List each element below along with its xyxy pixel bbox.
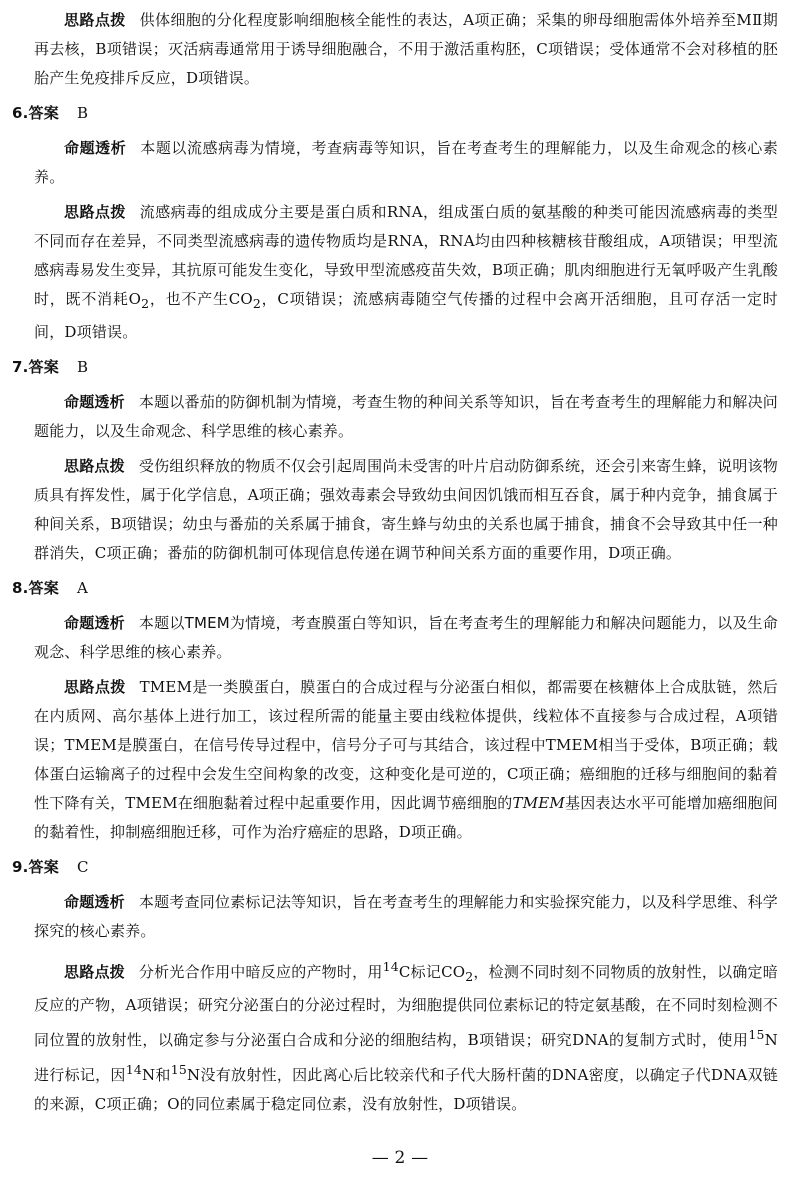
answer-label: 答案 [28,858,59,876]
section-label: 命题透析 [64,614,125,632]
section-label: 命题透析 [64,393,125,411]
section-label: 思路点拨 [64,963,125,981]
paragraph-text: 供体细胞的分化程度影响细胞核全能性的表达，A项正确；采集的卵母细胞需体外培养至MⅡ期再去核，B项错误；灭活病毒通常用于诱导细胞融合，不用于激活重构胚，C项错误；受体通常不会对移植的胚胎产生免疫排斥反应，D项错误。 [34,11,778,87]
superscript: 15 [170,1062,188,1077]
section-label: 思路点拨 [64,678,126,696]
question-number: 6. [12,104,29,122]
paragraph-text: ，检测不同时刻不同物质的放射性，以确定暗反应的产物，A项错误；研究分泌蛋白的分泌过程时，为细胞提供同位素标记的特定氨基酸，在不同时刻检测不同位置的放射性，以确定参与分泌蛋白合成和分泌的细胞结构，B项错误；研究DNA的复制方式时，使用 [34,963,778,1049]
subscript: 2 [252,296,262,311]
explanation-paragraph [34,198,778,347]
analysis-paragraph [34,388,778,446]
analysis-paragraph [34,609,778,667]
answer-value: B [76,358,89,376]
paragraph-text: ，也不产生CO [149,290,253,308]
superscript: 15 [748,1027,765,1042]
answer-label: 答案 [28,579,59,597]
question-number: 7. [12,358,29,376]
paragraph-text: C标记CO [398,963,466,981]
explanation-paragraph [34,673,778,847]
answer-line [12,353,778,382]
paragraph-text: 本题以TMEM为情境，考查膜蛋白等知识，旨在考查考生的理解能力和解决问题能力，以及生命观念、科学思维的核心素养。 [34,614,778,661]
section-label: 思路点拨 [64,11,126,29]
answer-line [12,853,778,882]
answer-line [12,99,778,128]
superscript: 14 [125,1062,143,1077]
gene-name: TMEM [512,794,565,812]
explanation-paragraph [34,452,778,568]
question-number: 8. [12,579,29,597]
paragraph-text: N进行标记，因 [34,1031,778,1084]
answer-value: B [76,104,89,122]
explanation-paragraph [34,952,778,1119]
paragraph-text: 分析光合作用中暗反应的产物时，用 [138,963,383,981]
answer-line [12,574,778,603]
subscript: 2 [141,296,150,311]
paragraph-text: 本题考查同位素标记法等知识，旨在考查考生的理解能力和实验探究能力，以及科学思维、科学探究的核心素养。 [34,893,778,940]
paragraph-text: TMEM是一类膜蛋白，膜蛋白的合成过程与分泌蛋白相似，都需要在核糖体上合成肽链，然后在内质网、高尔基体上进行加工，该过程所需的能量主要由线粒体提供，线粒体不直接参与合成过程，A项错误；TMEM是膜蛋白，在信号传导过程中，信号分子可与其结合，该过程中TMEM相当于受体，B项正确；载体蛋白运输离子的过程中会发生空间构象的改变，这种变化是可逆的，C项正确；癌细胞的迁移与细胞间的黏着性下降有关，TMEM在细胞黏着过程中起重要作用，因此调节癌细胞的 [34,678,778,812]
answer-label: 答案 [28,104,59,122]
paragraph-text: N和 [142,1066,171,1084]
question-number: 9. [12,858,29,876]
paragraph-text: 受伤组织释放的物质不仅会引起周围尚未受害的叶片启动防御系统，还会引来寄生蜂，说明该物质具有挥发性，属于化学信息，A项正确；强效毒素会导致幼虫间因饥饿而相互吞食，属于种内竞争，捕食属于种间关系，B项错误；幼虫与番茄的关系属于捕食，寄生蜂与幼虫的关系也属于捕食，捕食不会导致其中任一种群消失，C项正确；番茄的防御机制可体现信息传递在调节种间关系方面的重要作用，D项正确。 [34,457,778,562]
paragraph-text: 流感病毒的组成成分主要是蛋白质和RNA，组成蛋白质的氨基酸的种类可能因流感病毒的类型不同而存在差异，不同类型流感病毒的遗传物质均是RNA，RNA均由四种核糖核苷酸组成，A项错误；甲型流感病毒易发生变异，其抗原可能发生变化，导致甲型流感疫苗失效，B项正确；肌肉细胞进行无氧呼吸产生乳酸时，既不消耗O [34,203,778,308]
answer-value: A [76,579,88,597]
explanation-paragraph [34,6,778,93]
paragraph-text: 本题以番茄的防御机制为情境，考查生物的种间关系等知识，旨在考查考生的理解能力和解决问题能力，以及生命观念、科学思维的核心素养。 [34,393,778,440]
section-label: 命题透析 [64,893,125,911]
paragraph-text: 本题以流感病毒为情境，考查病毒等知识，旨在考查考生的理解能力，以及生命观念的核心素养。 [34,139,778,186]
page-number: — 2 — [371,1148,429,1168]
paragraph-text: N没有放射性，因此离心后比较亲代和子代大肠杆菌的DNA密度，以确定子代DNA双链的来源，C项正确；O的同位素属于稳定同位素，没有放射性，D项错误。 [34,1066,779,1113]
analysis-paragraph [34,888,778,946]
paragraph-text: 基因表达水平可能增加癌细胞间的黏着性，抑制癌细胞迁移，可作为治疗癌症的思路，D项正确。 [34,794,778,841]
section-label: 思路点拨 [64,203,126,221]
answer-label: 答案 [28,358,59,376]
paragraph-text: ，C项错误；流感病毒随空气传播的过程中会离开活细胞，且可存活一定时间，D项错误。 [34,290,778,341]
subscript: 2 [465,969,474,984]
analysis-paragraph [34,134,778,192]
section-label: 命题透析 [64,139,127,157]
answer-value: C [76,858,89,876]
section-label: 思路点拨 [64,457,125,475]
superscript: 14 [382,959,399,974]
